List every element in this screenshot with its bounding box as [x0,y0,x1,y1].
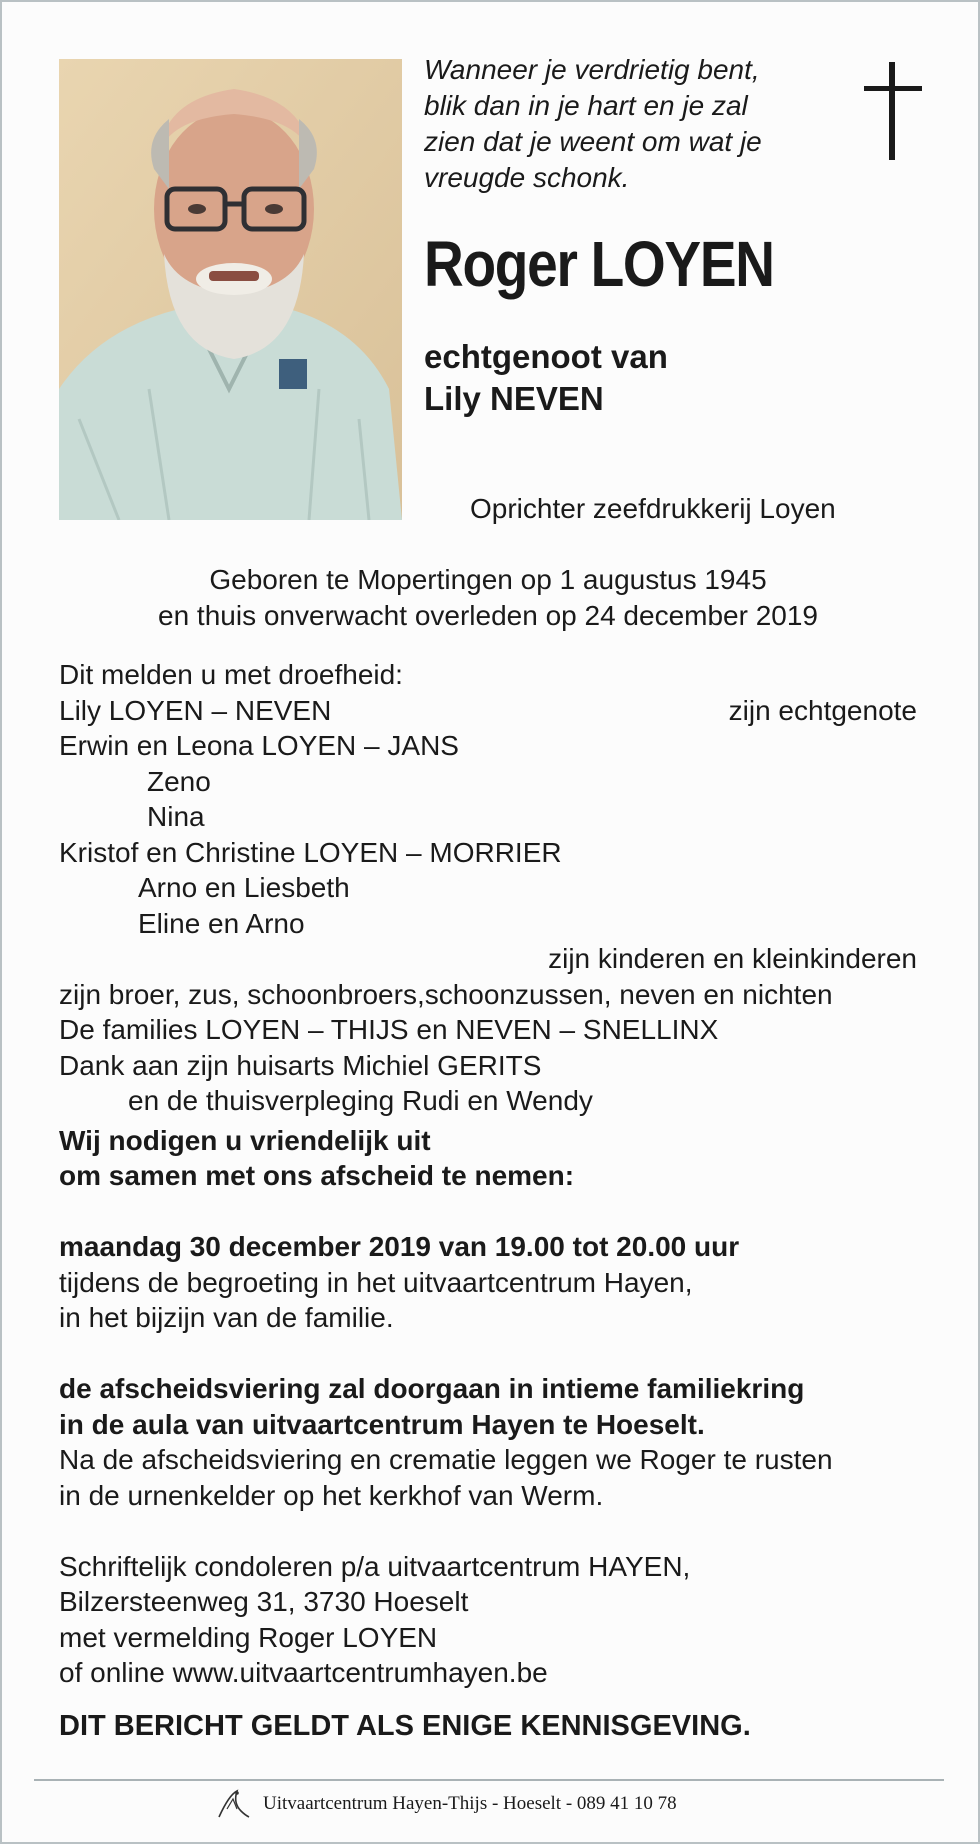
portrait-photo [59,59,402,520]
announcement-body [59,657,917,1744]
family-grandchild: Zeno [147,765,211,797]
footer [215,1788,775,1820]
family-relatives: zijn broer, zus, schoonbroers,schoonzussen, neven en nichten [59,978,833,1010]
portrait-illustration [59,59,402,520]
condolence-line: Schriftelijk condoleren p/a uitvaartcentrum HAYEN, [59,1550,691,1582]
funeral-home-logo-icon [215,1789,251,1819]
spouse-name: Lily NEVEN [424,380,604,417]
ceremony-line: de afscheidsviering zal doorgaan in intieme familiekring [59,1373,805,1404]
family-spouse-name: Lily LOYEN – NEVEN [59,694,332,726]
visitation-line: tijdens de begroeting in het uitvaartcentrum Hayen, [59,1266,693,1298]
condolence-website: of online www.uitvaartcentrumhayen.be [59,1657,548,1688]
ceremony-line: in de aula van uitvaartcentrum Hayen te Hoeselt. [59,1408,705,1440]
family-children-role: zijn kinderen en kleinkinderen [548,943,917,974]
verse-line: blik dan in je hart en je zal [424,90,748,121]
ceremony-line: Na de afscheidsviering en crematie leggen we Roger te rusten [59,1444,833,1475]
verse-line: vreugde schonk. [424,162,630,193]
spouse-block [424,336,668,420]
birth-line: Geboren te Mopertingen op 1 augustus 1945 [209,564,767,595]
family-families: De families LOYEN – THIJS en NEVEN – SNELLINX [59,1014,719,1045]
spouse-label: echtgenoot van [424,338,668,375]
cross-icon [864,62,922,160]
visitation-date: maandag 30 december 2019 van 19.00 tot 20.00 uur [59,1231,740,1262]
condolence-address: Bilzersteenweg 31, 3730 Hoeselt [59,1586,469,1617]
deceased-name: Roger LOYEN [424,228,774,300]
thanks-doctor: Dank aan zijn huisarts Michiel GERITS [59,1049,542,1081]
family-grandchild: Eline en Arno [138,907,305,939]
ceremony-line: in de urnenkelder op het kerkhof van Werm. [59,1479,604,1511]
family-grandchild: Arno en Liesbeth [138,872,350,903]
death-line: en thuis onverwacht overleden op 24 december 2019 [158,600,818,631]
family-intro: Dit melden u met droefheid: [59,659,403,690]
birth-death-block [59,562,917,634]
thanks-nursing: en de thuisverpleging Rudi en Wendy [128,1085,593,1116]
family-child: Erwin en Leona LOYEN – JANS [59,730,459,761]
verse-line: Wanneer je verdrietig bent, [424,54,760,85]
family-grandchild: Nina [147,801,205,832]
founder-line: Oprichter zeefdrukkerij Loyen [470,493,836,524]
family-child: Kristof en Christine LOYEN – MORRIER [59,836,562,868]
family-row-spouse [59,693,917,729]
memorial-verse [424,52,824,196]
footer-text: Uitvaartcentrum Hayen-Thijs - Hoeselt - 089 41 10 78 [263,1793,677,1814]
footer-divider [34,1779,944,1781]
invitation-line: Wij nodigen u vriendelijk uit [59,1124,431,1156]
condolence-line: met vermelding Roger LOYEN [59,1621,438,1653]
family-spouse-role: zijn echtgenote [728,694,917,726]
invitation-line: om samen met ons afscheid te nemen: [59,1160,575,1191]
notice-line: DIT BERICHT GELDT ALS ENIGE KENNISGEVING. [59,1709,751,1742]
visitation-line: in het bijzijn van de familie. [59,1302,394,1333]
verse-line: zien dat je weent om wat je [424,126,762,157]
